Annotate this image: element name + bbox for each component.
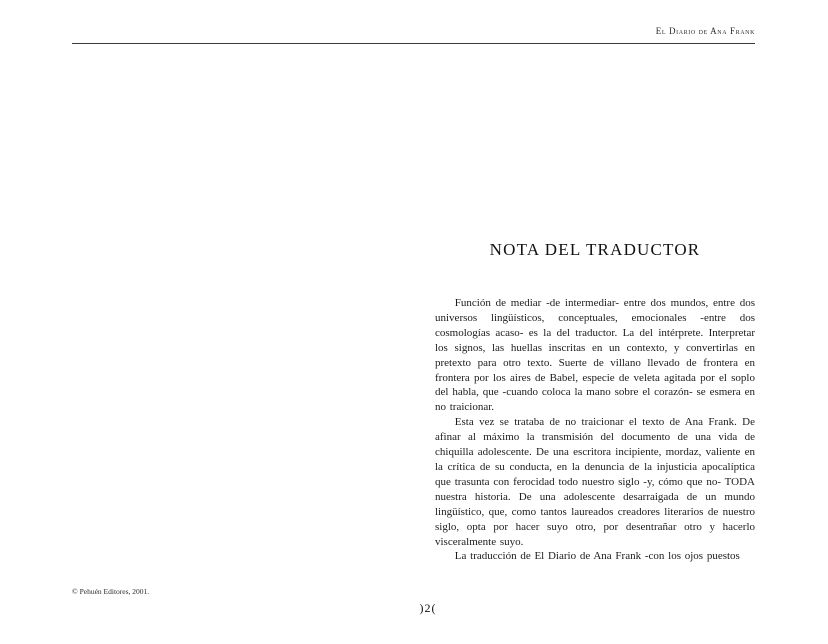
page-number: )2(	[419, 601, 437, 615]
header-rule	[72, 43, 755, 44]
paragraph-2: Esta vez se trataba de no traicionar el texto de Ana Frank. De afinar al máximo la transmisión del documento de una vida de chiquilla adolescente. De una escritora incipiente, mordaz, valiente en la crítica de su conducta, en la denuncia de la injusticia apocalíptica que trasunta con ferocidad todo nuestro siglo -y, cómo que no- TODA nuestra historia. De una adolescente desarraigada de un mundo lingüístico, que, como tantos laureados creadores literarios de nuestro siglo, opta por hacer suyo otro, por desentrañar otro y hacerlo visceralmente suyo.	[435, 416, 755, 548]
copyright-notice: © Pehuén Editores, 2001.	[72, 587, 150, 596]
text-column	[435, 240, 755, 564]
paragraph-1: Función de mediar -de intermediar- entre dos mundos, entre dos universos lingüísticos, conceptuales, emocionales -entre dos cosmologías acaso- es la del traductor. La del intérprete. Interpretar los signos, las huellas inscritas en un contexto, y convertirlas en pretexto para otro texto. Suerte de villano llevado de frontera en frontera por los aires de Babel, especie de veleta agitada por el soplo del habla, que -cuando coloca la mano sobre el corazón- se esmera en no traicionar.	[435, 297, 755, 414]
paragraph-3: La traducción de El Diario de Ana Frank -con los ojos puestos	[454, 550, 740, 563]
chapter-title: NOTA DEL TRADUCTOR	[489, 240, 701, 259]
running-header: El Diario de Ana Frank	[655, 26, 755, 36]
